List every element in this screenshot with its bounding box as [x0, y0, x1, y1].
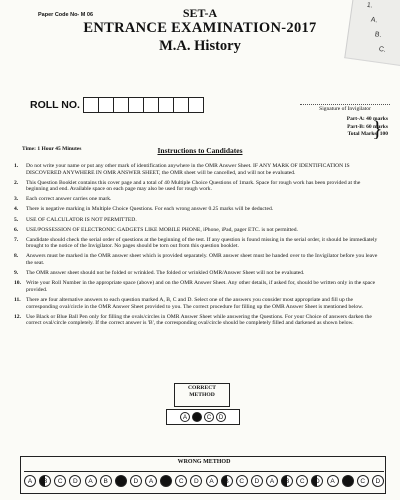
- subject-title: M.A. History: [159, 38, 241, 54]
- corner-text-4: C.: [378, 45, 387, 54]
- omr-bubble: B: [39, 475, 51, 487]
- instruction-number: 1.: [14, 163, 19, 169]
- instruction-item: [14, 227, 384, 234]
- omr-bubble: A: [24, 475, 36, 487]
- exam-title: ENTRANCE EXAMINATION-2017: [83, 20, 317, 36]
- roll-digit-box[interactable]: [128, 97, 144, 113]
- instruction-text: USE/POSSESSION OF ELECTRONIC GADGETS LIKE MOBILE PHONE, iPhone, iPad, pager ETC. is not permitted.: [26, 226, 298, 233]
- set-label: SET-A: [182, 6, 218, 20]
- instruction-text: The OMR answer sheet should not be folded or wrinkled. The folded or wrinkled OMR/Answer Sheet will not be evaluated.: [26, 270, 305, 277]
- invigilator-signature-label: Signature of Invigilator: [300, 104, 390, 112]
- corner-text-2: A.: [370, 16, 378, 25]
- omr-bubble: A: [145, 475, 157, 487]
- omr-bubble: D: [372, 475, 384, 487]
- instruction-item: [14, 163, 384, 176]
- instruction-text: There is negative marking in Multiple Choice Questions. For each wrong answer 0.25 marks will be deducted.: [26, 206, 274, 213]
- omr-bubble: D: [311, 475, 323, 487]
- omr-bubble: D: [69, 475, 81, 487]
- instruction-text: Use Black or Blue Ball Pen only for filling the ovals/circles in OMR Answer Sheet while answering the Questions. For your Choice of answers darken the correct oval/circle completely. If the correct answer is 'B', the corresponding oval/circle should be completely filled and darkened as shown below.: [26, 313, 372, 327]
- omr-bubble: C: [175, 475, 187, 487]
- omr-bubble: A: [327, 475, 339, 487]
- instruction-item: [14, 217, 384, 224]
- instruction-item: [14, 314, 384, 327]
- corner-text-3: B.: [374, 31, 382, 40]
- roll-digit-box[interactable]: [83, 97, 99, 113]
- omr-bubble: A: [266, 475, 278, 487]
- instruction-item: [14, 270, 384, 277]
- instructions-list: [14, 163, 384, 330]
- omr-bubble: B: [281, 475, 293, 487]
- roll-number-field[interactable]: [30, 97, 204, 113]
- roll-digit-box[interactable]: [98, 97, 114, 113]
- omr-bubble: A: [85, 475, 97, 487]
- marks-part-b: Part-B: 60 marks: [347, 123, 388, 130]
- instruction-number: 5.: [14, 216, 19, 223]
- corner-text-1: 1.: [366, 1, 374, 10]
- roll-number-label: ROLL NO.: [30, 99, 80, 111]
- instruction-number: 9.: [14, 270, 19, 277]
- instruction-item: [14, 237, 384, 250]
- instruction-number: 2.: [14, 179, 19, 186]
- instruction-item: [14, 180, 384, 193]
- roll-digit-box[interactable]: [173, 97, 189, 113]
- omr-bubble: B: [192, 412, 202, 422]
- exam-time: Time: 1 Hour 45 Minutes: [22, 146, 82, 152]
- wrong-method-label: WRONG METHOD: [177, 459, 231, 465]
- marks-brace: }: [372, 116, 383, 141]
- instruction-number: 6.: [14, 226, 19, 233]
- instruction-number: 8.: [14, 253, 19, 260]
- wrong-method-box: [20, 456, 386, 494]
- paper-code: Paper Code No- M 06: [38, 12, 94, 18]
- correct-method-label: CORRECT METHOD: [174, 383, 230, 407]
- omr-bubble: B: [342, 475, 354, 487]
- wrong-method-bubbles: [24, 471, 384, 490]
- omr-bubble: B: [100, 475, 112, 487]
- instruction-number: 4.: [14, 206, 19, 213]
- instruction-number: 3.: [14, 196, 19, 203]
- omr-bubble: D: [216, 412, 226, 422]
- omr-bubble: D: [251, 475, 263, 487]
- omr-bubble: B: [160, 475, 172, 487]
- omr-bubble: B: [221, 475, 233, 487]
- roll-digit-box[interactable]: [188, 97, 204, 113]
- instruction-item: [14, 206, 384, 213]
- omr-bubble: C: [357, 475, 369, 487]
- instruction-number: 12.: [14, 313, 21, 320]
- instruction-text: Each correct answer carries one mark.: [26, 196, 112, 203]
- correct-method-bubbles: [166, 409, 240, 425]
- instruction-number: 11.: [14, 296, 21, 303]
- omr-bubble: D: [130, 475, 142, 487]
- instruction-text: Write your Roll Number in the appropriate space (above) and on the OMR Answer Sheet. Any other details, if asked for, should be written only in the space provided.: [26, 280, 376, 293]
- omr-bubble: C: [296, 475, 308, 487]
- instruction-item: [14, 297, 384, 310]
- instruction-number: 10.: [14, 280, 21, 287]
- omr-bubble: C: [115, 475, 127, 487]
- instruction-number: 7.: [14, 236, 19, 243]
- instruction-item: [14, 253, 384, 266]
- instruction-item: [14, 196, 384, 203]
- omr-bubble: A: [206, 475, 218, 487]
- instruction-text: USE OF CALCULATOR IS NOT PERMITTED.: [26, 216, 137, 223]
- instruction-text: There are four alternative answers to each question marked A, B, C and D. Select one of the answers you consider most appropriate and fill up the corresponding oval/circle in the OMR Answer Sheet provided to you. The correct procedure for filling up the OMR Answer Sheet is mentioned below.: [26, 296, 364, 310]
- roll-digit-box[interactable]: [113, 97, 129, 113]
- roll-digit-box[interactable]: [143, 97, 159, 113]
- instruction-item: [14, 280, 384, 293]
- marks-total: Total Marks: 100: [347, 131, 388, 137]
- omr-bubble: C: [236, 475, 248, 487]
- roll-digit-box[interactable]: [158, 97, 174, 113]
- omr-bubble: C: [204, 412, 214, 422]
- instruction-text: Do not write your name or put any other mark of identification anywhere in the OMR Answer Sheet. IF ANY MARK OF IDENTIFICATION IS DISCOVERED ANYWHERE IN OMR ANSWER SHEET, the OMR sheet will be cancelled, and will not be evaluated.: [26, 163, 350, 176]
- marks-part-a: Part-A: 40 marks: [346, 116, 388, 122]
- instruction-text: Candidate should check the serial order of questions at the beginning of the test. If any question is found missing in the serial order, it should be immediately brought to the notice of the Invigilator. No pages should be torn out from this question booklet.: [26, 236, 378, 250]
- instruction-text: Answers must be marked in the OMR answer sheet which is provided separately. OMR answer sheet must be handed over to the Invigilator before you leave the seat.: [26, 253, 378, 267]
- omr-bubble: C: [54, 475, 66, 487]
- instruction-text: This Question Booklet contains this cover page and a total of 40 Multiple Choice Questions of 1mark. Space for rough work has been provided at the beginning and end. Available space on each page may also be used for rough work.: [26, 179, 361, 193]
- omr-bubble: A: [180, 412, 190, 422]
- omr-bubble: D: [190, 475, 202, 487]
- instructions-heading: Instructions to Candidates: [157, 146, 243, 155]
